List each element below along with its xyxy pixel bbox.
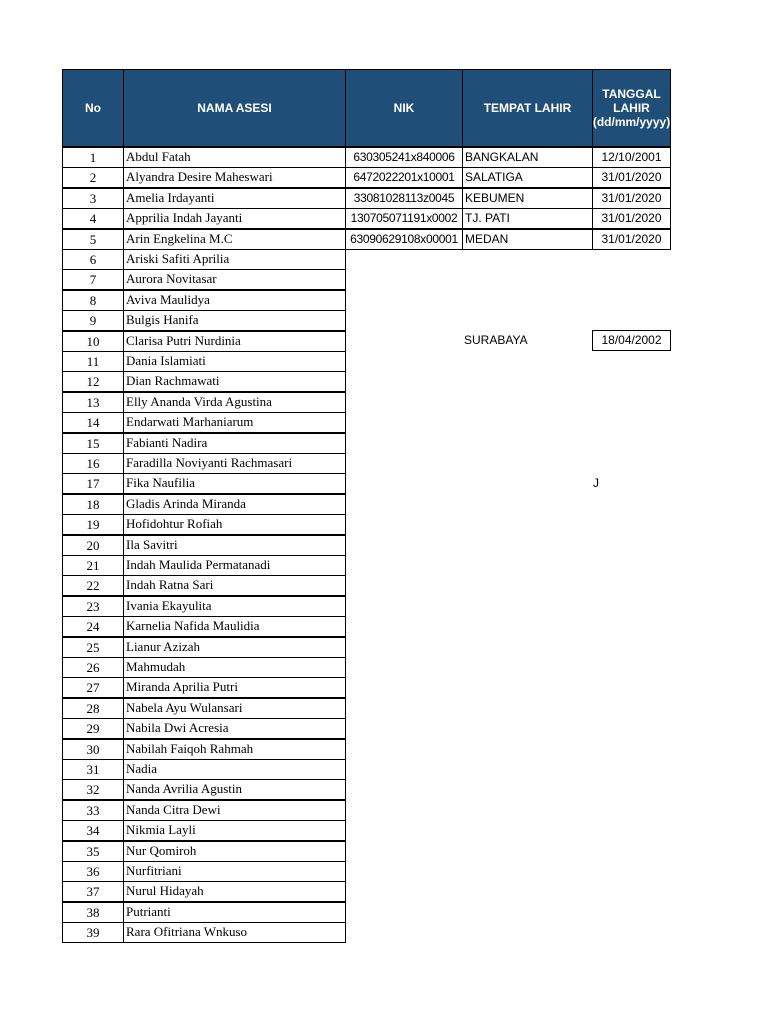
row-number: 1 <box>62 147 124 168</box>
tempat-lahir-value: MEDAN <box>462 229 593 250</box>
asesi-name: Elly Ananda Virda Agustina <box>123 392 346 413</box>
row-number: 38 <box>62 902 124 923</box>
row-number: 34 <box>62 820 124 841</box>
asesi-name: Mahmudah <box>123 657 346 678</box>
row-number: 19 <box>62 514 124 535</box>
row-number: 2 <box>62 167 124 188</box>
tempat-lahir-row-10: SURABAYA <box>464 333 528 347</box>
asesi-name: Ila Savitri <box>123 535 346 556</box>
row-number: 26 <box>62 657 124 678</box>
row-number: 10 <box>62 331 124 352</box>
row-number: 7 <box>62 269 124 290</box>
nik-value: 6472022201x10001 <box>345 167 463 188</box>
row-number: 5 <box>62 229 124 250</box>
row-number: 18 <box>62 494 124 515</box>
asesi-name: Dian Rachmawati <box>123 371 346 392</box>
row-number: 23 <box>62 596 124 617</box>
row-number: 22 <box>62 575 124 596</box>
tanggal-lahir-value: 31/01/2020 <box>592 188 671 209</box>
row-number: 31 <box>62 759 124 780</box>
asesi-name: Nikmia Layli <box>123 820 346 841</box>
nik-value: 130705071191x0002 <box>345 208 463 229</box>
row-number: 9 <box>62 310 124 331</box>
asesi-name: Gladis Arinda Miranda <box>123 494 346 515</box>
row-number: 27 <box>62 677 124 698</box>
tempat-lahir-value: SALATIGA <box>462 167 593 188</box>
row-number: 24 <box>62 616 124 637</box>
asesi-name: Nabila Dwi Acresia <box>123 718 346 739</box>
asesi-name: Ivania Ekayulita <box>123 596 346 617</box>
tanggal-lahir-value: 12/10/2001 <box>592 147 671 168</box>
asesi-name: Nanda Citra Dewi <box>123 800 346 821</box>
asesi-name: Nabela Ayu Wulansari <box>123 698 346 719</box>
asesi-name: Lianur Azizah <box>123 637 346 658</box>
row-number: 33 <box>62 800 124 821</box>
row-number: 8 <box>62 290 124 311</box>
row-number: 21 <box>62 555 124 576</box>
row-number: 4 <box>62 208 124 229</box>
tanggal-lahir-value: 31/01/2020 <box>592 167 671 188</box>
asesi-name: Nadia <box>123 759 346 780</box>
asesi-name: Rara Ofitriana Wnkuso <box>123 922 346 943</box>
asesi-name: Nur Qomiroh <box>123 841 346 862</box>
header-nik: NIK <box>345 69 463 147</box>
asesi-name: Putrianti <box>123 902 346 923</box>
asesi-name: Faradilla Noviyanti Rachmasari <box>123 453 346 474</box>
row-number: 25 <box>62 637 124 658</box>
asesi-name: Miranda Aprilia Putri <box>123 677 346 698</box>
asesi-name: Indah Ratna Sari <box>123 575 346 596</box>
nik-value: 33081028113z0045 <box>345 188 463 209</box>
row-number: 6 <box>62 249 124 270</box>
asesi-name: Aurora Novitasar <box>123 269 346 290</box>
row-number: 3 <box>62 188 124 209</box>
asesi-name: Clarisa Putri Nurdinia <box>123 331 346 352</box>
row-number: 11 <box>62 351 124 372</box>
row-number: 29 <box>62 718 124 739</box>
asesi-name: Endarwati Marhaniarum <box>123 412 346 433</box>
asesi-name: Amelia Irdayanti <box>123 188 346 209</box>
asesi-name: Arin Engkelina M.C <box>123 229 346 250</box>
row-number: 15 <box>62 433 124 454</box>
row-number: 36 <box>62 861 124 882</box>
tempat-lahir-value: TJ. PATI <box>462 208 593 229</box>
asesi-name: Alyandra Desire Maheswari <box>123 167 346 188</box>
row-number: 39 <box>62 922 124 943</box>
row-number: 20 <box>62 535 124 556</box>
row-number: 32 <box>62 779 124 800</box>
row-number: 28 <box>62 698 124 719</box>
row-number: 12 <box>62 371 124 392</box>
tanggal-lahir-value: 31/01/2020 <box>592 229 671 250</box>
asesi-name: Indah Maulida Permatanadi <box>123 555 346 576</box>
asesi-name: Ariski Safiti Aprilia <box>123 249 346 270</box>
row-number: 17 <box>62 473 124 494</box>
asesi-name: Abdul Fatah <box>123 147 346 168</box>
asesi-name: Apprilia Indah Jayanti <box>123 208 346 229</box>
asesi-name: Aviva Maulidya <box>123 290 346 311</box>
asesi-name: Fabianti Nadira <box>123 433 346 454</box>
asesi-name: Bulgis Hanifa <box>123 310 346 331</box>
asesi-name: Nurfitriani <box>123 861 346 882</box>
tanggal-lahir-row-10: 18/04/2002 <box>592 330 671 351</box>
asesi-name: Karnelia Nafida Maulidia <box>123 616 346 637</box>
nik-value: 63090629108x00001 <box>345 229 463 250</box>
row-number: 13 <box>62 392 124 413</box>
asesi-name: Dania Islamiati <box>123 351 346 372</box>
tempat-lahir-value: BANGKALAN <box>462 147 593 168</box>
row-number: 14 <box>62 412 124 433</box>
asesi-name: Hofidohtur Rofiah <box>123 514 346 535</box>
row-number: 37 <box>62 881 124 902</box>
asesi-name: Nanda Avrilia Agustin <box>123 779 346 800</box>
stray-text-row-17: J <box>593 476 599 490</box>
asesi-name: Nurul Hidayah <box>123 881 346 902</box>
row-number: 30 <box>62 739 124 760</box>
asesi-name: Nabilah Faiqoh Rahmah <box>123 739 346 760</box>
row-number: 16 <box>62 453 124 474</box>
asesi-name: Fika Naufilia <box>123 473 346 494</box>
header-no: No <box>62 69 124 147</box>
tanggal-lahir-value: 31/01/2020 <box>592 208 671 229</box>
tempat-lahir-value: KEBUMEN <box>462 188 593 209</box>
nik-value: 630305241x840006 <box>345 147 463 168</box>
header-tempat-lahir: TEMPAT LAHIR <box>462 69 593 147</box>
header-nama-asesi: NAMA ASESI <box>123 69 346 147</box>
header-tanggal-lahir: TANGGAL LAHIR (dd/mm/yyyy) <box>592 69 671 147</box>
row-number: 35 <box>62 841 124 862</box>
